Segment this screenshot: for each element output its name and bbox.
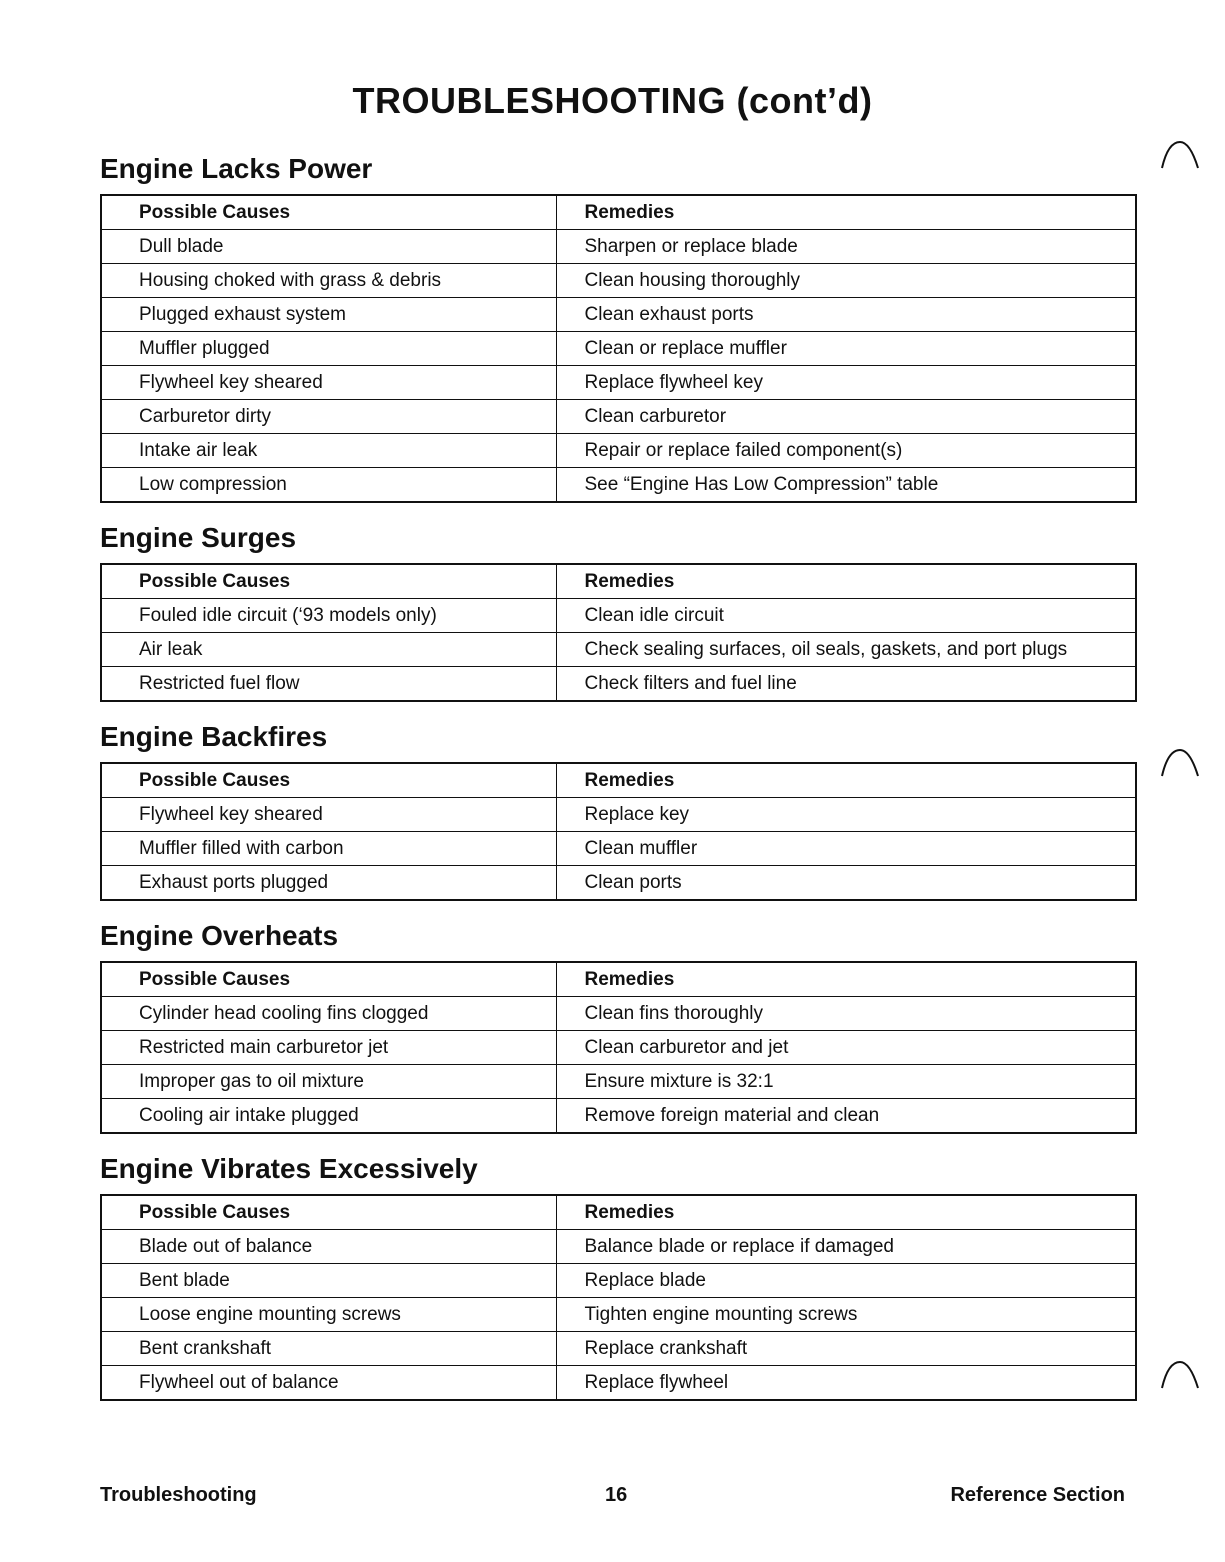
table-row — [101, 298, 1136, 332]
table-row — [101, 866, 1136, 901]
table-row — [101, 599, 1136, 633]
remedies-header: Remedies — [556, 564, 1136, 599]
table-header-row — [101, 1195, 1136, 1230]
table-row — [101, 264, 1136, 298]
troubleshooting-section — [100, 718, 1135, 901]
table-row — [101, 230, 1136, 264]
cause-cell: Loose engine mounting screws — [101, 1298, 556, 1332]
binder-hole-icon — [1160, 1360, 1200, 1390]
cause-cell: Improper gas to oil mixture — [101, 1065, 556, 1099]
cause-cell: Carburetor dirty — [101, 400, 556, 434]
table-row — [101, 1065, 1136, 1099]
table-row — [101, 1264, 1136, 1298]
possible-causes-header: Possible Causes — [101, 1195, 556, 1230]
troubleshooting-table — [100, 194, 1137, 503]
troubleshooting-section — [100, 917, 1135, 1134]
binder-hole-icon — [1160, 140, 1200, 170]
cause-cell: Air leak — [101, 633, 556, 667]
section-heading: Engine Backfires — [100, 721, 328, 752]
cause-cell: Muffler filled with carbon — [101, 832, 556, 866]
remedy-cell: Clean ports — [556, 866, 1136, 901]
cause-cell: Cylinder head cooling fins clogged — [101, 997, 556, 1031]
table-row — [101, 1031, 1136, 1065]
cause-cell: Bent crankshaft — [101, 1332, 556, 1366]
table-row — [101, 1298, 1136, 1332]
troubleshooting-table — [100, 1194, 1137, 1401]
table-row — [101, 633, 1136, 667]
cause-cell: Exhaust ports plugged — [101, 866, 556, 901]
cause-cell: Intake air leak — [101, 434, 556, 468]
cause-cell: Blade out of balance — [101, 1230, 556, 1264]
remedy-cell: Replace blade — [556, 1264, 1136, 1298]
remedy-cell: Remove foreign material and clean — [556, 1099, 1136, 1134]
remedies-header: Remedies — [556, 195, 1136, 230]
table-header-row — [101, 195, 1136, 230]
remedy-cell: Clean or replace muffler — [556, 332, 1136, 366]
troubleshooting-table — [100, 961, 1137, 1134]
remedies-header: Remedies — [556, 763, 1136, 798]
table-header-row — [101, 962, 1136, 997]
remedy-cell: Clean housing thoroughly — [556, 264, 1136, 298]
remedy-cell: Balance blade or replace if damaged — [556, 1230, 1136, 1264]
table-row — [101, 434, 1136, 468]
remedies-header: Remedies — [556, 962, 1136, 997]
remedy-cell: Tighten engine mounting screws — [556, 1298, 1136, 1332]
table-row — [101, 1099, 1136, 1134]
binder-hole-icon — [1160, 748, 1200, 778]
section-heading: Engine Vibrates Excessively — [100, 1153, 478, 1184]
table-row — [101, 468, 1136, 503]
remedy-cell: Clean carburetor and jet — [556, 1031, 1136, 1065]
remedy-cell: Clean carburetor — [556, 400, 1136, 434]
troubleshooting-table — [100, 563, 1137, 702]
section-heading: Engine Surges — [100, 522, 297, 553]
table-row — [101, 1332, 1136, 1366]
table-row — [101, 1366, 1136, 1401]
table-row — [101, 1230, 1136, 1264]
cause-cell: Low compression — [101, 468, 556, 503]
remedy-cell: See “Engine Has Low Compression” table — [556, 468, 1136, 503]
possible-causes-header: Possible Causes — [101, 763, 556, 798]
page-number: 16 — [605, 1484, 628, 1506]
section-heading: Engine Overheats — [100, 920, 339, 951]
cause-cell: Cooling air intake plugged — [101, 1099, 556, 1134]
cause-cell: Bent blade — [101, 1264, 556, 1298]
footer-reference-label: Reference Section — [950, 1484, 1125, 1506]
table-row — [101, 667, 1136, 702]
troubleshooting-sections — [100, 150, 1135, 1417]
table-header-row — [101, 763, 1136, 798]
cause-cell: Fouled idle circuit (‘93 models only) — [101, 599, 556, 633]
page-footer — [100, 1484, 1125, 1512]
remedy-cell: Sharpen or replace blade — [556, 230, 1136, 264]
table-header-row — [101, 564, 1136, 599]
remedy-cell: Clean fins thoroughly — [556, 997, 1136, 1031]
section-heading: Engine Lacks Power — [100, 153, 373, 184]
cause-cell: Flywheel key sheared — [101, 366, 556, 400]
remedy-cell: Replace flywheel — [556, 1366, 1136, 1401]
table-row — [101, 798, 1136, 832]
remedy-cell: Replace flywheel key — [556, 366, 1136, 400]
cause-cell: Restricted main carburetor jet — [101, 1031, 556, 1065]
remedy-cell: Clean muffler — [556, 832, 1136, 866]
remedies-header: Remedies — [556, 1195, 1136, 1230]
cause-cell: Restricted fuel flow — [101, 667, 556, 702]
table-row — [101, 997, 1136, 1031]
cause-cell: Plugged exhaust system — [101, 298, 556, 332]
remedy-cell: Check filters and fuel line — [556, 667, 1136, 702]
troubleshooting-section — [100, 150, 1135, 503]
remedy-cell: Check sealing surfaces, oil seals, gaskets, and port plugs — [556, 633, 1136, 667]
troubleshooting-section — [100, 1150, 1135, 1401]
table-row — [101, 400, 1136, 434]
troubleshooting-section — [100, 519, 1135, 702]
troubleshooting-table — [100, 762, 1137, 901]
footer-section-name: Troubleshooting — [100, 1484, 257, 1506]
remedy-cell: Replace crankshaft — [556, 1332, 1136, 1366]
remedy-cell: Replace key — [556, 798, 1136, 832]
remedy-cell: Clean exhaust ports — [556, 298, 1136, 332]
cause-cell: Flywheel out of balance — [101, 1366, 556, 1401]
cause-cell: Housing choked with grass & debris — [101, 264, 556, 298]
page-title: TROUBLESHOOTING (cont’d) — [352, 80, 873, 121]
table-row — [101, 832, 1136, 866]
possible-causes-header: Possible Causes — [101, 962, 556, 997]
table-row — [101, 332, 1136, 366]
remedy-cell: Ensure mixture is 32:1 — [556, 1065, 1136, 1099]
cause-cell: Dull blade — [101, 230, 556, 264]
possible-causes-header: Possible Causes — [101, 564, 556, 599]
cause-cell: Flywheel key sheared — [101, 798, 556, 832]
table-row — [101, 366, 1136, 400]
cause-cell: Muffler plugged — [101, 332, 556, 366]
remedy-cell: Clean idle circuit — [556, 599, 1136, 633]
possible-causes-header: Possible Causes — [101, 195, 556, 230]
remedy-cell: Repair or replace failed component(s) — [556, 434, 1136, 468]
